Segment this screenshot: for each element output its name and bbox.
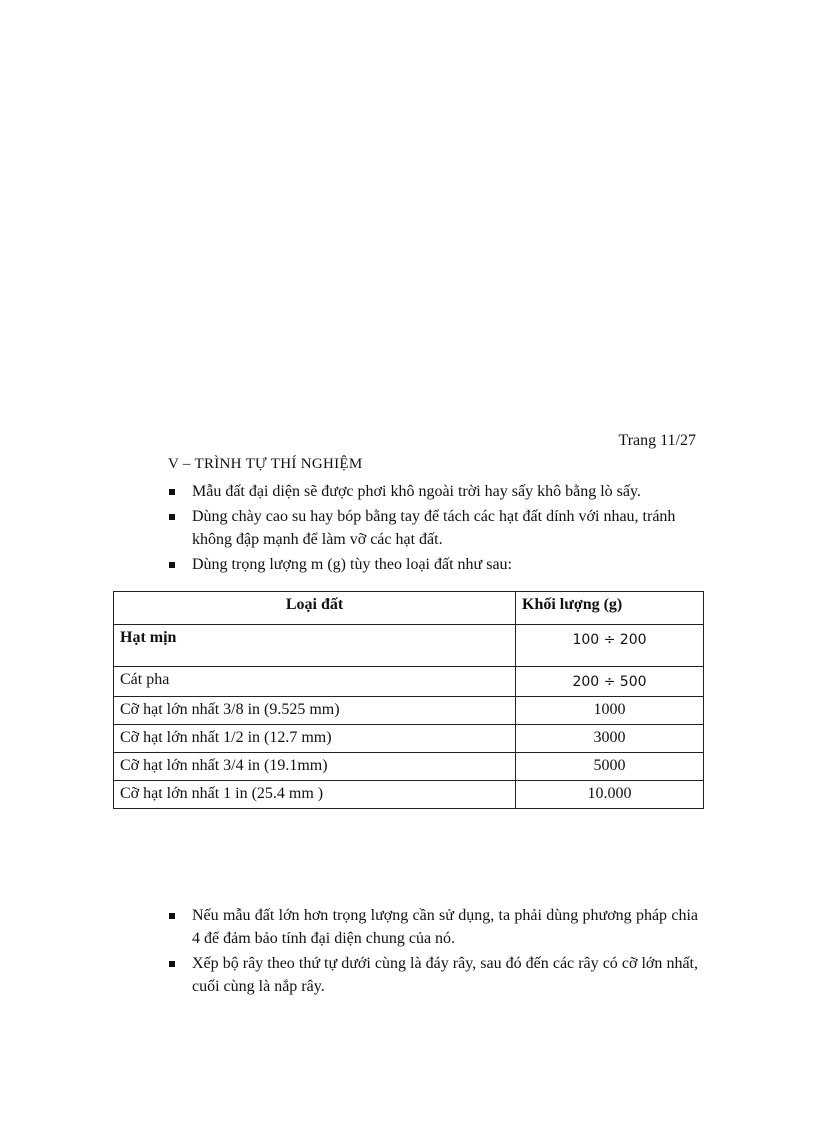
table-row bbox=[114, 697, 704, 725]
table-row bbox=[114, 625, 704, 667]
mass-cell: 3000 bbox=[516, 725, 704, 753]
procedure-list-top bbox=[168, 480, 698, 578]
page-label: Trang bbox=[618, 432, 657, 449]
list-item: Dùng trọng lượng m (g) tùy theo loại đất như sau: bbox=[168, 553, 698, 576]
soil-mass-table bbox=[113, 591, 704, 809]
soil-cell: Cát pha bbox=[114, 667, 516, 697]
mass-cell: 10.000 bbox=[516, 781, 704, 809]
soil-cell: Cỡ hạt lớn nhất 3/4 in (19.1mm) bbox=[114, 753, 516, 781]
table-row bbox=[114, 753, 704, 781]
mass-cell: 200 ÷ 500 bbox=[516, 667, 704, 697]
table-row bbox=[114, 667, 704, 697]
list-item: Nếu mẫu đất lớn hơn trọng lượng cần sử dụng, ta phải dùng phương pháp chia 4 để đảm bảo tính đại diện chung của nó. bbox=[168, 904, 698, 950]
list-item: Xếp bộ rây theo thứ tự dưới cùng là đáy rây, sau đó đến các rây có cỡ lớn nhất, cuối cùng là nắp rây. bbox=[168, 952, 698, 998]
section-heading: V – TRÌNH TỰ THÍ NGHIỆM bbox=[168, 456, 363, 472]
column-header-soil: Loại đất bbox=[114, 592, 516, 625]
list-item: Dùng chày cao su hay bóp bằng tay để tách các hạt đất dính với nhau, tránh không đập mạnh để làm vỡ các hạt đất. bbox=[168, 505, 698, 551]
soil-cell: Hạt mịn bbox=[114, 625, 516, 667]
page-number bbox=[619, 432, 697, 450]
soil-cell: Cỡ hạt lớn nhất 3/8 in (9.525 mm) bbox=[114, 697, 516, 725]
procedure-list-bottom bbox=[168, 904, 698, 1000]
list-item: Mẫu đất đại diện sẽ được phơi khô ngoài trời hay sấy khô bằng lò sấy. bbox=[168, 480, 698, 503]
mass-cell: 100 ÷ 200 bbox=[516, 625, 704, 667]
table-row bbox=[114, 781, 704, 809]
mass-cell: 1000 bbox=[516, 697, 704, 725]
soil-cell: Cỡ hạt lớn nhất 1 in (25.4 mm ) bbox=[114, 781, 516, 809]
table-header-row bbox=[114, 592, 704, 625]
table-row bbox=[114, 725, 704, 753]
soil-cell: Cỡ hạt lớn nhất 1/2 in (12.7 mm) bbox=[114, 725, 516, 753]
page-count: 11/27 bbox=[660, 432, 696, 449]
column-header-mass: Khối lượng (g) bbox=[516, 592, 704, 625]
mass-cell: 5000 bbox=[516, 753, 704, 781]
